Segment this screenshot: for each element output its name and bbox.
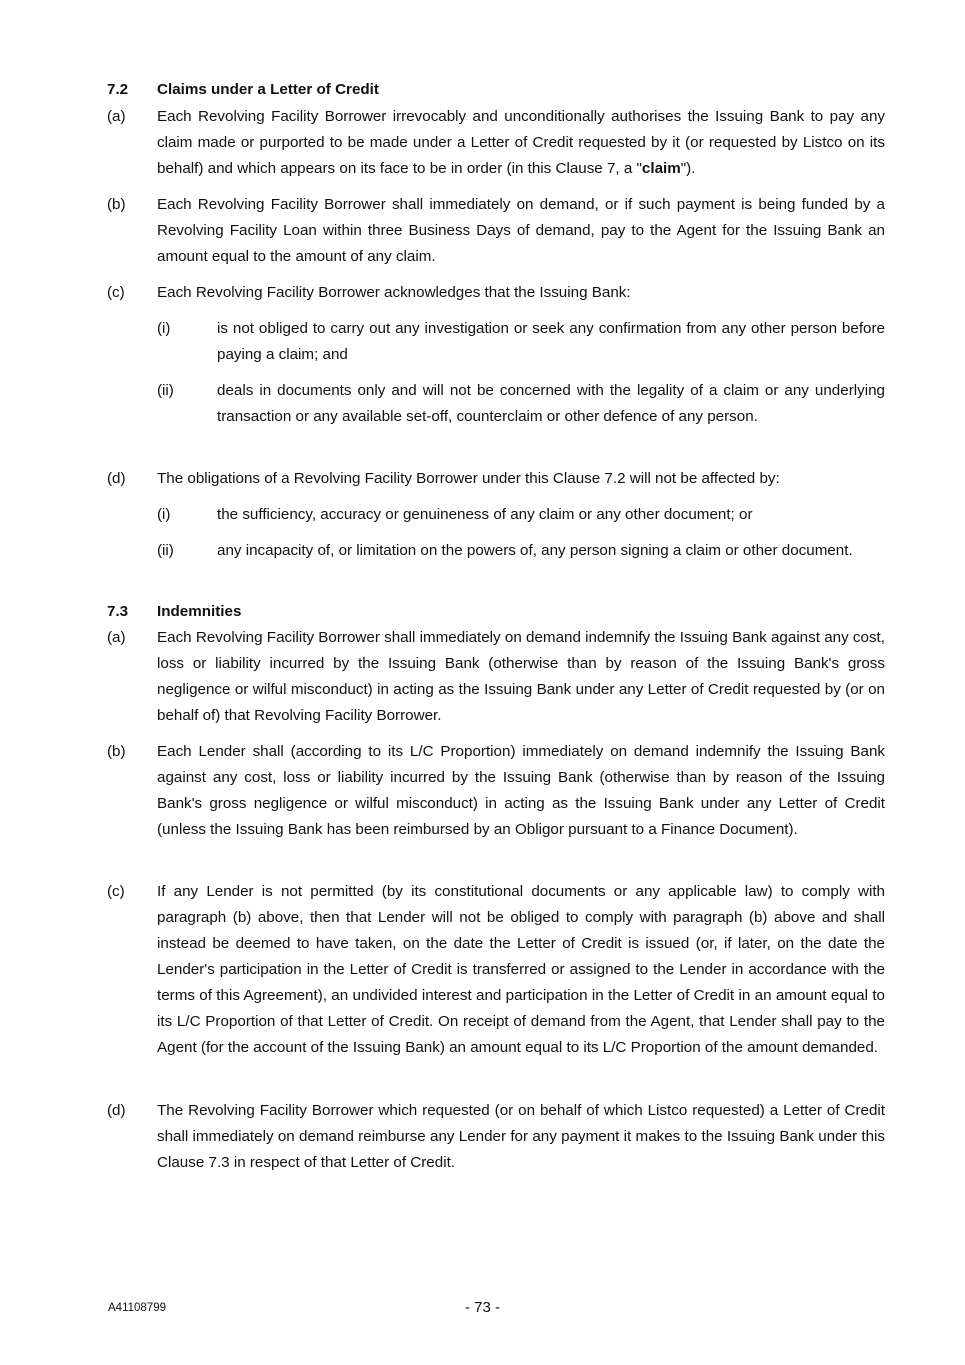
subparagraph-label: (ii): [157, 542, 174, 559]
clause-7-3-a: [107, 625, 885, 729]
paragraph-label: (d): [107, 470, 126, 487]
paragraph-label: (c): [107, 284, 125, 301]
subparagraph-text: any incapacity of, or limitation on the powers of, any person signing a claim or other document.: [217, 542, 853, 559]
clause-7-2-a: [107, 104, 885, 182]
paragraph-text: Each Lender shall (according to its L/C Proportion) immediately on demand indemnify the Issuing Bank against any cost, loss or liability incurred by the Issuing Bank (otherwise than by reason of the Issuing Bank's gross negligence or wilful misconduct) in acting as the Issuing Bank under any Letter of Credit (unless the Issuing Bank has been reimbursed by an Obligor pursuant to a Finance Document).: [157, 743, 885, 838]
paragraph-text: Each Revolving Facility Borrower irrevocably and unconditionally authorises the Issuing Bank to pay any claim made or purported to be made under a Letter of Credit requested by it (or requested by Listco on its behalf) and which appears on its face to be in order (in this Clause 7, a "claim").: [157, 108, 885, 177]
paragraph-label: (d): [107, 1102, 126, 1119]
defined-term: claim: [641, 160, 681, 177]
clause-7-3-b: [107, 739, 885, 843]
paragraph-text: The Revolving Facility Borrower which requested (or on behalf of which Listco requested) a Letter of Credit shall immediately on demand reimburse any Lender for any payment it makes to the Issuing Bank under this Clause 7.3 in respect of that Letter of Credit.: [157, 1102, 885, 1171]
page-number: - 73 -: [464, 1299, 500, 1316]
paragraph-text: Each Revolving Facility Borrower shall immediately on demand indemnify the Issuing Bank against any cost, loss or liability incurred by the Issuing Bank (otherwise than by reason of the Issuing Bank's gross negligence or wilful misconduct) in acting as the Issuing Bank under any Letter of Credit requested by (or on behalf of) that Revolving Facility Borrower.: [157, 629, 885, 724]
clause-7-2-c: [107, 280, 885, 306]
paragraph-label: (a): [107, 108, 126, 125]
paragraph-text: Each Revolving Facility Borrower shall immediately on demand, or if such payment is being funded by a Revolving Facility Loan within three Business Days of demand, pay to the Agent for the Issuing Bank an amount equal to the amount of any claim.: [157, 196, 885, 265]
clause-7-2-c-i: [157, 316, 885, 368]
document-reference: A41108799: [108, 1302, 166, 1314]
clause-7-2-d-i: [157, 502, 885, 528]
paragraph-label: (a): [107, 629, 126, 646]
section-heading-7-3: [107, 599, 241, 625]
subparagraph-label: (i): [157, 506, 171, 523]
clause-7-3-d: [107, 1098, 885, 1176]
paragraph-text: If any Lender is not permitted (by its constitutional documents or any applicable law) to comply with paragraph (b) above, then that Lender will not be obliged to comply with paragraph (b) above and shall instead be deemed to have taken, on the date the Letter of Credit is issued (or, if later, on the date the Lender's participation in the Letter of Credit is transferred or assigned to the Lender in accordance with the terms of this Agreement), an undivided interest and participation in the Letter of Credit in an amount equal to its L/C Proportion of that Letter of Credit. On receipt of demand from the Agent, that Lender shall pay to the Agent (for the account of the Issuing Bank) an amount equal to its L/C Proportion of the amount demanded.: [157, 883, 885, 1056]
paragraph-label: (b): [107, 743, 126, 760]
subparagraph-label: (ii): [157, 382, 174, 399]
paragraph-text: Each Revolving Facility Borrower acknowledges that the Issuing Bank:: [157, 284, 631, 301]
subparagraph-text: deals in documents only and will not be concerned with the legality of a claim or any underlying transaction or any available set-off, counterclaim or other defence of any person.: [217, 382, 885, 425]
paragraph-label: (b): [107, 196, 126, 213]
clause-7-3-c: [107, 879, 885, 1061]
section-number: 7.2: [107, 81, 129, 98]
subparagraph-label: (i): [157, 320, 171, 337]
section-title: Claims under a Letter of Credit: [157, 81, 379, 98]
section-title: Indemnities: [157, 603, 242, 620]
section-number: 7.3: [107, 603, 129, 620]
paragraph-text: The obligations of a Revolving Facility Borrower under this Clause 7.2 will not be affected by:: [157, 470, 780, 487]
paragraph-label: (c): [107, 883, 125, 900]
clause-7-2-d-ii: [157, 538, 885, 564]
subparagraph-text: the sufficiency, accuracy or genuineness of any claim or any other document; or: [217, 506, 753, 523]
clause-7-2-c-ii: [157, 378, 885, 430]
subparagraph-text: is not obliged to carry out any investigation or seek any confirmation from any other person before paying a claim; and: [217, 320, 885, 363]
clause-7-2-b: [107, 192, 885, 270]
section-heading-7-2: [107, 77, 379, 103]
clause-7-2-d: [107, 466, 885, 492]
